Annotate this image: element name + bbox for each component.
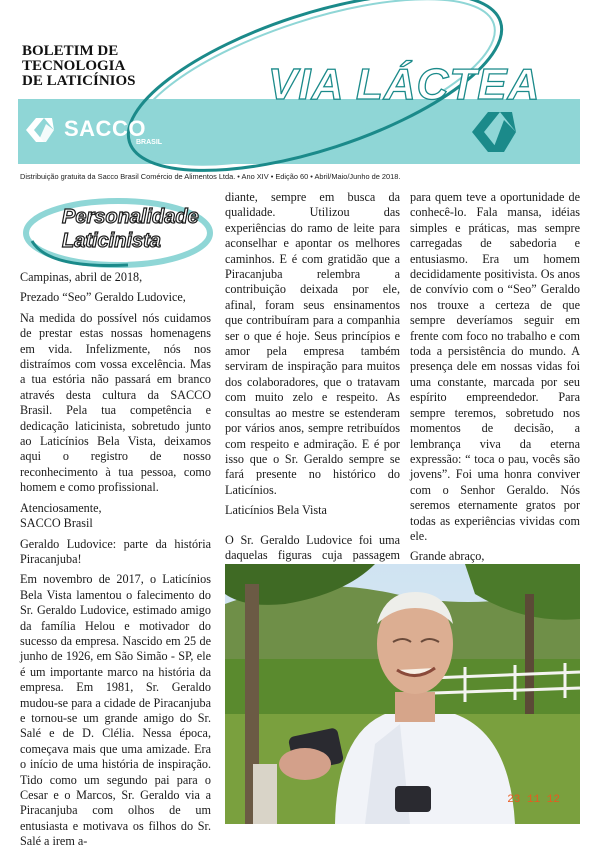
logo-sub: BRASIL	[136, 139, 163, 146]
article-column-3	[410, 190, 580, 585]
portrait-illustration	[225, 564, 580, 824]
letter-date: Campinas, abril de 2018,	[20, 270, 143, 284]
title-line-3: DE LATICÍNIOS	[22, 73, 136, 89]
badge-line-1: Personalidade	[62, 206, 199, 228]
letter-closing: Atenciosamente,	[20, 500, 102, 515]
letter-salutation: Prezado “Seo” Geraldo Ludovice,	[20, 290, 186, 305]
tribute-paragraph: para quem teve a oportunidade de conhecê-lo. Fala mansa, idéias simples e práticas, mas sempre carregadas de sabedoria e entusiasmo. Era um homem decididamente positivista. Os anos de convívio com o “Seo” Geraldo nos trouxe a certeza de que sempre deveríamos seguir em frente com foco no trabalho e com toda a persistência do mundo. A presença dele em nossas vidas foi uma constante, marcada por seu espírito empreendedor. Para sempre teremos, sobretudo nos momentos de decisão, a lembrança viva da eterna expressão: “ toca o pau, vocês são jovens”. Foi uma honra conviver com o Senhor Geraldo. Nós seremos eternamente gratos por todas as experiências vividas com ele.	[410, 190, 580, 543]
section-badge	[62, 205, 202, 253]
article-column-2	[225, 190, 400, 584]
brand-title: VIA LÁCTEA	[268, 60, 541, 109]
sacco-logo-icon	[22, 112, 58, 148]
distribution-line: Distribuição gratuita da Sacco Brasil Comércio de Alimentos Ltda. • Ano XIV • Edição 60 • Abril/Maio/Junho de 2018.	[20, 172, 401, 181]
newsletter-title	[22, 44, 222, 89]
article-heading: Geraldo Ludovice: parte da história Piracanjuba!	[20, 536, 211, 566]
brand-s-icon	[466, 104, 522, 160]
tribute-closing: Grande abraço,	[410, 549, 485, 564]
badge-line-2: Laticinista	[62, 230, 161, 252]
article-signature: Laticínios Bela Vista	[225, 503, 327, 518]
photo-date-stamp: 23 11 12	[507, 794, 560, 806]
tribute-paragraph: O Sr. Geraldo Ludovice foi uma daquelas figuras cuja passagem	[225, 532, 400, 562]
title-line-2: TECNOLOGIA	[22, 58, 126, 74]
article-paragraph: diante, sempre em busca da qualidade. Utilizou das experiências do ramo de leite para aconselhar e apontar os melhores caminhos. E é com gratidão que a Piracanjuba relembra a contribuição deixada por ele, afinal, foram seus ensinamentos que contribuíram para a companhia ser o que é hoje. Seus princípios e amor pela empresa também serviram de inspiração para muitos dos colaboradores, que o tratavam com muito zelo e respeito. As consultas ao mestre se estenderam por vários anos, sempre retribuídos com respeito e admiração. E é por isso que o Sr. Geraldo sempre se fará presente no histórico do Laticínios.	[225, 190, 400, 497]
logo-name: SACCO	[64, 116, 146, 141]
letter-signature: SACCO Brasil	[20, 516, 93, 531]
letter-body: Na medida do possível nós cuidamos de prestar estas nossas homenagens em vida. Infelizmente, nós nos distraímos com vossa excelência. Mas a tua estória não passará em branco através desta cultura da SACCO Brasil. Pela tua competência e dedicação laticinista, sobretudo junto ao Laticínios Bela Vista, deixamos aqui o registro de nosso reconhecimento à tua pessoa, como homem e como profissional.	[20, 310, 211, 495]
title-line-1: BOLETIM DE	[22, 43, 119, 59]
article-column-1	[20, 270, 211, 855]
portrait-photo	[225, 564, 580, 824]
article-paragraph: Em novembro de 2017, o Laticínios Bela Vista lamentou o falecimento do Sr. Geraldo Ludovice, estimado amigo da família Helou e motivador do sucesso da empresa. Nascido em 25 de junho de 1926, em São Simão - SP, ele é um importante marco na história da empresa. Em 1981, Sr. Geraldo mudou-se para a cidade de Piracanjuba e tornou-se um grande amigo do Sr. Salé e de D. Clélia. Nessa época, começava mais que uma amizade. Era o início de uma história de inspiração. Tido como um segundo pai para o Cesar e o Marcos, Sr. Geraldo via a Piracanjuba com olhos de um entusiasta e motivava os filhos do Sr. Salé a irem a-	[20, 572, 211, 849]
